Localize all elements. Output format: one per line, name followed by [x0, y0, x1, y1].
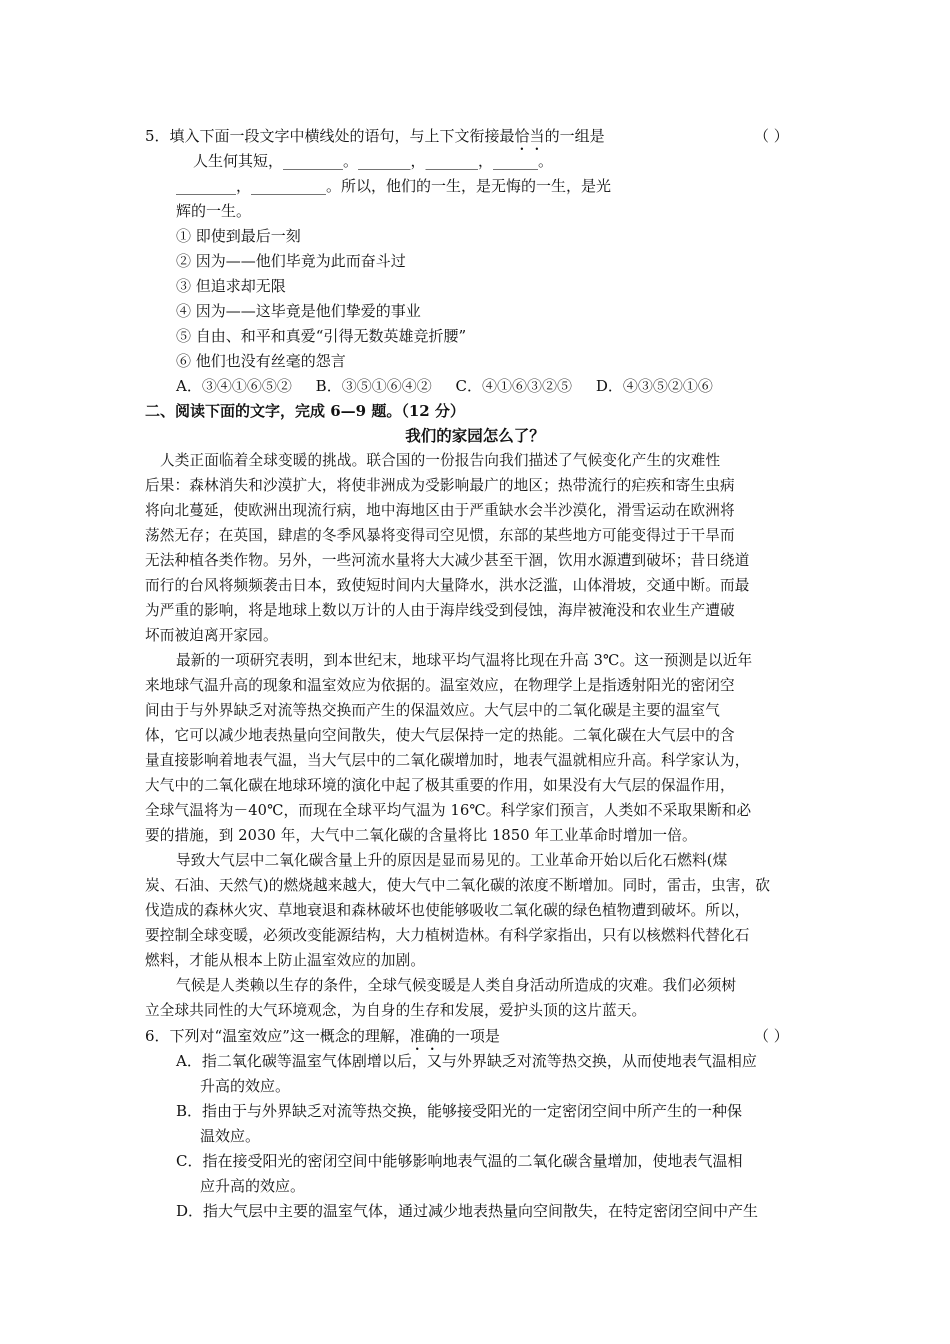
q6-option-b-cont: 温效应。	[200, 1127, 261, 1145]
q6-option-b[interactable]: B．指由于与外界缺乏对流等热交换，能够接受阳光的一定密闭空间中所产生的一种保	[176, 1102, 743, 1120]
q5-item: ④ 因为——这毕竟是他们挚爱的事业	[176, 302, 421, 320]
article-line: 后果：森林消失和沙漠扩大，将使非洲成为受影响最广的地区；热带流行的疟疾和寄生虫病	[145, 477, 735, 494]
q5-stem-pre: 5．填入下面一段文字中横线处的语句，与上下文衔接最	[145, 127, 515, 145]
q5-answer-paren[interactable]: （ ）	[754, 127, 789, 145]
article-line: 而行的台风将频频袭击日本，致使短时间内大量降水，洪水泛滥，山体滑坡，交通中断。而最	[145, 577, 750, 594]
q5-item: ② 因为——他们毕竟为此而奋斗过	[176, 252, 406, 270]
article-line: 来地球气温升高的现象和温室效应为依据的。温室效应，在物理学上是指透射阳光的密闭空	[145, 677, 735, 694]
article-line: 荡然无存；在英国，肆虐的冬季风暴将变得司空见惯，东部的某些地方可能变得过于干旱而	[145, 527, 735, 544]
article-line: 最新的一项研究表明，到本世纪末，地球平均气温将比现在升高 3℃。这一预测是以近年	[176, 652, 753, 669]
q5-stem-emphasis: 恰当	[514, 127, 545, 145]
article-line: 立全球共同性的大气环境观念，为自身的生存和发展，爱护头顶的这片蓝天。	[145, 1002, 647, 1019]
q6-option-a-cont: 升高的效应。	[200, 1077, 291, 1095]
article-title: 我们的家园怎么了？	[405, 426, 545, 445]
article-line: 全球气温将为－40℃，而现在全球平均气温为 16℃。科学家们预言，人类如不采取果断和必	[145, 802, 752, 819]
article-line: 导致大气层中二氧化碳含量上升的原因是显而易见的。工业革命开始以后化石燃料(煤	[176, 852, 728, 869]
q6-option-c-cont: 应升高的效应。	[200, 1177, 306, 1195]
q5-item: ⑥ 他们也没有丝毫的怨言	[176, 352, 346, 370]
article-line: 大气中的二氧化碳在地球环境的演化中起了极其重要的作用，如果没有大气层的保温作用，	[145, 777, 735, 794]
article-line: 伐造成的森林火灾、草地衰退和森林破坏也使能够吸收二氧化碳的绿色植物遭到破坏。所以，	[145, 902, 750, 919]
article-line: 炭、石油、天然气)的燃烧越来越大，使大气中二氧化碳的浓度不断增加。同时，雷击，虫害，砍	[145, 877, 771, 894]
article-line: 人类正面临着全球变暖的挑战。联合国的一份报告向我们描述了气候变化产生的灾难性	[160, 452, 721, 469]
article-line: 为严重的影响，将是地球上数以万计的人由于海岸线受到侵蚀，海岸被淹没和农业生产遭破	[145, 602, 735, 619]
article-line: 间由于与外界缺乏对流等热交换而产生的保温效应。大气层中的二氧化碳是主要的温室气	[145, 702, 721, 719]
section-2-heading: 二、阅读下面的文字，完成 6—9 题。（12 分）	[145, 402, 465, 420]
q6-stem-pre: 6．下列对“温室效应”这一概念的理解，	[145, 1027, 410, 1045]
q6-answer-paren[interactable]: （ ）	[754, 1027, 789, 1045]
q5-passage-line-2: ________，__________。所以，他们的一生，是无悔的一生，是光	[176, 177, 612, 195]
q6-option-a[interactable]: A．指二氧化碳等温室气体剧增以后，又与外界缺乏对流等热交换，从而使地表气温相应	[176, 1052, 757, 1070]
q5-item: ③ 但追求却无限	[176, 277, 286, 295]
q5-options[interactable]: A．③④①⑥⑤② B．③⑤①⑥④② C．④①⑥③②⑤ D．④③⑤②①⑥	[176, 377, 713, 395]
q6-stem-emphasis: 准确	[409, 1027, 440, 1045]
q6-option-d[interactable]: D．指大气层中主要的温室气体，通过减少地表热量向空间散失，在特定密闭空间中产生	[176, 1202, 759, 1220]
article-line: 气候是人类赖以生存的条件，全球气候变暖是人类自身活动所造成的灾难。我们必须树	[176, 977, 737, 994]
article-line: 无法种植各类作物。另外，一些河流水量将大大减少甚至干涸，饮用水源遭到破坏；昔日绕道	[145, 552, 750, 569]
article-line: 坏而被迫离开家园。	[145, 627, 278, 644]
q5-passage-line-1: 人生何其短，________。_______，_______，______。	[193, 152, 554, 170]
q5-stem-post: 的一组是	[544, 127, 605, 145]
article-line: 体，它可以减少地表热量向空间散失，使大气层保持一定的热能。二氧化碳在大气层中的含	[145, 727, 735, 744]
article-line: 要控制全球变暖，必须改变能源结构，大力植树造林。有科学家指出，只有以核燃料代替化石	[145, 927, 750, 944]
article-line: 燃料，才能从根本上防止温室效应的加剧。	[145, 952, 426, 969]
q6-stem-post: 的一项是	[439, 1027, 500, 1045]
q5-item: ⑤ 自由、和平和真爱“引得无数英雄竞折腰”	[176, 327, 467, 345]
q5-item: ① 即使到最后一刻	[176, 227, 301, 245]
article-line: 将向北蔓延，使欧洲出现流行病，地中海地区由于严重缺水会半沙漠化，滑雪运动在欧洲将	[145, 502, 735, 519]
q5-passage-line-3: 辉的一生。	[176, 202, 252, 220]
article-line: 量直接影响着地表气温，当大气层中的二氧化碳增加时，地表气温就相应升高。科学家认为，	[145, 752, 750, 769]
article-line: 要的措施，到 2030 年，大气中二氧化碳的含量将比 1850 年工业革命时增加一倍。	[145, 827, 697, 844]
q6-option-c[interactable]: C．指在接受阳光的密闭空间中能够影响地表气温的二氧化碳含量增加，使地表气温相	[176, 1152, 743, 1170]
